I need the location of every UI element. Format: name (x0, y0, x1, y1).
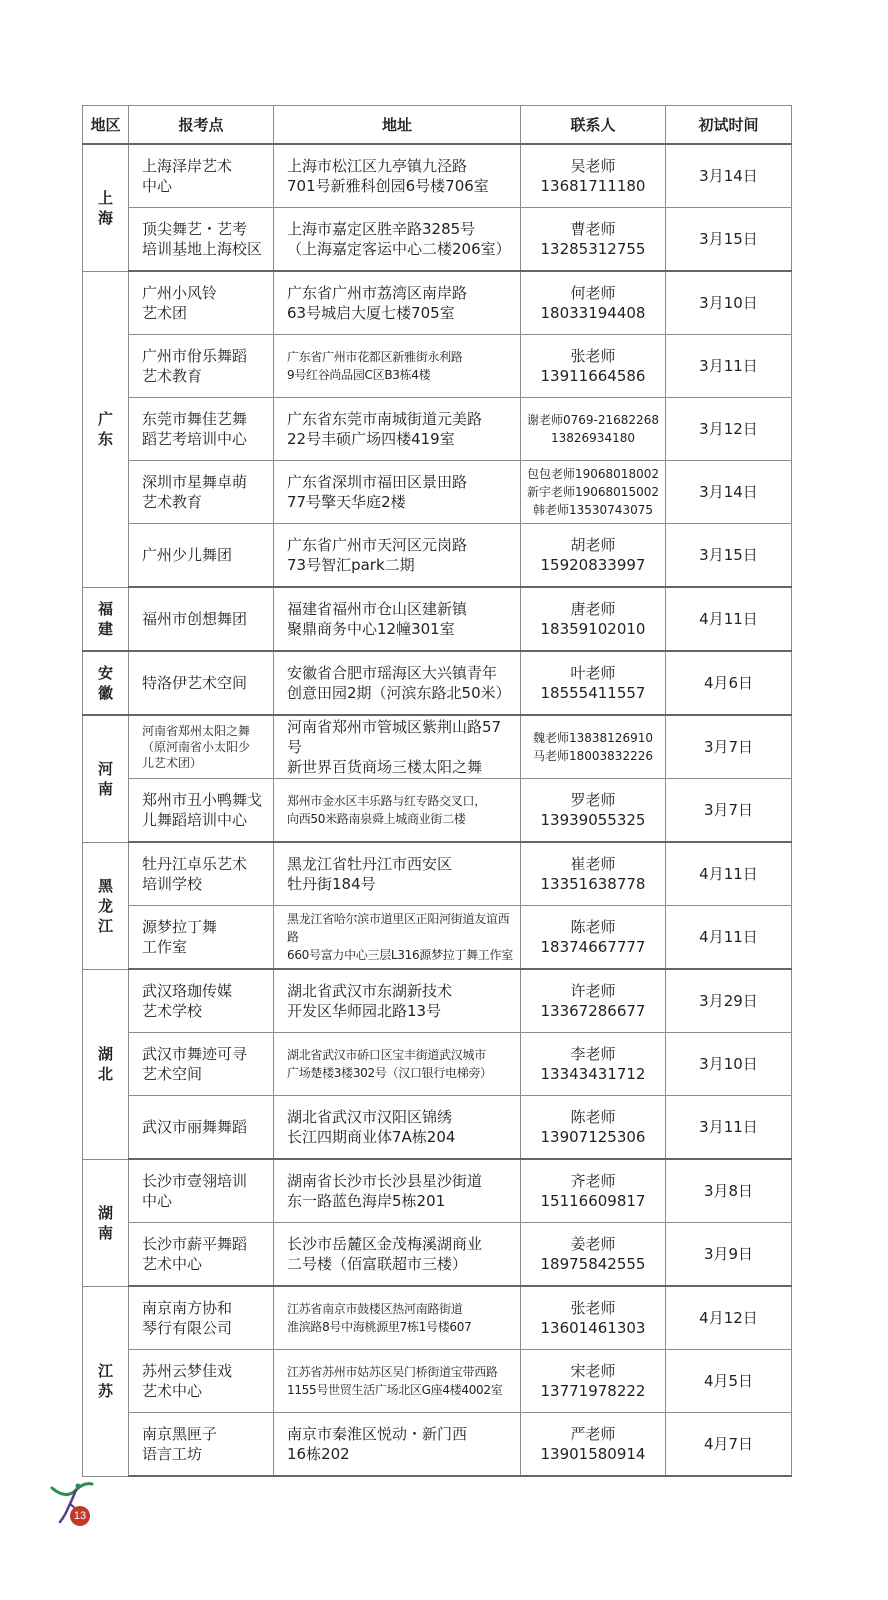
table-row (83, 271, 792, 335)
contact-cell (521, 1223, 666, 1287)
venue-cell (129, 144, 274, 208)
venue-cell (129, 461, 274, 524)
table-row (83, 906, 792, 970)
date-text: 3月10日 (699, 1055, 758, 1073)
region-cell (83, 271, 129, 587)
date-cell (666, 1413, 792, 1477)
date-cell (666, 969, 792, 1033)
venue-text: 顶尖舞艺・艺考 培训基地上海校区 (142, 220, 263, 258)
table-row (83, 1286, 792, 1350)
region-label: 黑龙江 (97, 876, 113, 935)
venue-text: 郑州市丑小鸭舞戈 儿舞蹈培训中心 (142, 791, 263, 829)
contact-cell (521, 208, 666, 272)
address-cell (274, 969, 521, 1033)
address-cell (274, 1159, 521, 1223)
date-cell (666, 1033, 792, 1096)
address-text: 江苏省苏州市姑苏区吴门桥街道宝带西路 1155号世贸生活广场北区G座4楼4002室 (287, 1365, 503, 1397)
address-cell (274, 1033, 521, 1096)
region-label: 河南 (97, 759, 113, 798)
table-row (83, 842, 792, 906)
contact-cell (521, 461, 666, 524)
date-cell (666, 271, 792, 335)
venue-cell (129, 1413, 274, 1477)
date-text: 4月11日 (699, 928, 758, 946)
region-cell (83, 1286, 129, 1476)
page-number-badge: 13 (70, 1506, 90, 1526)
table-row (83, 1223, 792, 1287)
venue-cell (129, 715, 274, 779)
table-row (83, 1159, 792, 1223)
contact-cell (521, 969, 666, 1033)
venue-cell (129, 335, 274, 398)
contact-cell (521, 1096, 666, 1160)
venue-cell (129, 842, 274, 906)
table-row (83, 715, 792, 779)
contact-cell (521, 1286, 666, 1350)
address-text: 郑州市金水区丰乐路与红专路交叉口， 向西50米路南泉舜上城商业街二楼 (287, 794, 486, 826)
date-text: 3月7日 (703, 738, 754, 756)
contact-text: 魏老师13838126910 马老师18003832226 (533, 731, 653, 763)
date-text: 4月11日 (699, 865, 758, 883)
contact-text: 姜老师 18975842555 (540, 1235, 646, 1273)
date-cell (666, 842, 792, 906)
date-text: 3月9日 (703, 1245, 754, 1263)
address-cell (274, 398, 521, 461)
header-address: 地址 (274, 106, 521, 145)
date-text: 3月8日 (703, 1182, 754, 1200)
contact-text: 叶老师 18555411557 (540, 664, 646, 702)
address-text: 广东省广州市花都区新雅街永利路 9号红谷尚品园C区B3栋4楼 (287, 350, 463, 382)
date-cell (666, 906, 792, 970)
venue-cell (129, 779, 274, 843)
address-cell (274, 524, 521, 588)
contact-text: 严老师 13901580914 (540, 1425, 646, 1463)
date-text: 4月7日 (703, 1435, 754, 1453)
address-text: 广东省东莞市南城街道元美路 22号丰硕广场四楼419室 (287, 410, 483, 448)
date-cell (666, 1223, 792, 1287)
date-text: 3月7日 (703, 801, 754, 819)
contact-cell (521, 715, 666, 779)
venue-text: 长沙市薪平舞蹈 艺术中心 (142, 1235, 248, 1273)
contact-text: 罗老师 13939055325 (540, 791, 646, 829)
region-cell (83, 842, 129, 969)
table-row (83, 461, 792, 524)
venue-text: 广州少儿舞团 (142, 546, 233, 564)
date-cell (666, 779, 792, 843)
address-cell (274, 1413, 521, 1477)
region-cell (83, 1159, 129, 1286)
date-cell (666, 208, 792, 272)
address-cell (274, 1350, 521, 1413)
region-label: 江苏 (97, 1362, 113, 1400)
address-text: 湖南省长沙市长沙县星沙街道 东一路蓝色海岸5栋201 (287, 1172, 483, 1210)
date-text: 3月14日 (699, 167, 758, 185)
contact-cell (521, 651, 666, 715)
address-cell (274, 144, 521, 208)
contact-text: 陈老师 13907125306 (540, 1108, 646, 1146)
venue-cell (129, 1286, 274, 1350)
region-label: 安徽 (97, 664, 113, 702)
region-cell (83, 651, 129, 715)
date-text: 4月12日 (699, 1309, 758, 1327)
venue-text: 苏州云梦佳戏 艺术中心 (142, 1362, 233, 1400)
address-text: 黑龙江省牡丹江市西安区 牡丹街184号 (287, 855, 453, 893)
region-cell (83, 969, 129, 1159)
table-row (83, 524, 792, 588)
venue-cell (129, 524, 274, 588)
date-text: 3月11日 (699, 1118, 758, 1136)
address-text: 湖北省武汉市东湖新技术 开发区华师园北路13号 (287, 982, 453, 1020)
date-cell (666, 587, 792, 651)
venue-cell (129, 208, 274, 272)
date-cell (666, 1096, 792, 1160)
address-text: 上海市松江区九亭镇九泾路 701号新雅科创园6号楼706室 (287, 157, 489, 195)
table-row (83, 208, 792, 272)
address-text: 湖北省武汉市硚口区宝丰街道武汉城市 广场楚楼3楼302号（汉口银行电梯旁） (287, 1048, 492, 1080)
venue-cell (129, 906, 274, 970)
venue-text: 武汉珞珈传媒 艺术学校 (142, 982, 233, 1020)
address-cell (274, 906, 521, 970)
contact-text: 胡老师 15920833997 (540, 536, 646, 574)
contact-text: 齐老师 15116609817 (540, 1172, 646, 1210)
table-row (83, 779, 792, 843)
address-text: 广东省深圳市福田区景田路 77号擎天华庭2楼 (287, 473, 468, 511)
date-cell (666, 715, 792, 779)
address-cell (274, 651, 521, 715)
contact-cell (521, 524, 666, 588)
table-header-row (83, 106, 792, 145)
address-cell (274, 587, 521, 651)
date-cell (666, 144, 792, 208)
venue-cell (129, 271, 274, 335)
region-label: 湖南 (97, 1203, 113, 1242)
exam-schedule-table (82, 105, 792, 1477)
table-row (83, 335, 792, 398)
contact-text: 曹老师 13285312755 (540, 220, 646, 258)
date-cell (666, 335, 792, 398)
table-row (83, 1413, 792, 1477)
venue-text: 源梦拉丁舞 工作室 (142, 918, 218, 956)
date-text: 3月15日 (699, 546, 758, 564)
address-cell (274, 271, 521, 335)
contact-cell (521, 144, 666, 208)
date-cell (666, 524, 792, 588)
address-cell (274, 208, 521, 272)
address-cell (274, 1286, 521, 1350)
address-text: 广东省广州市荔湾区南岸路 63号城启大厦七楼705室 (287, 284, 468, 322)
contact-text: 崔老师 13351638778 (540, 855, 646, 893)
venue-cell (129, 587, 274, 651)
table-row (83, 398, 792, 461)
table-row (83, 587, 792, 651)
venue-text: 东莞市舞佳艺舞 蹈艺考培训中心 (142, 410, 248, 448)
table-row (83, 1096, 792, 1160)
contact-cell (521, 1350, 666, 1413)
table-row (83, 651, 792, 715)
date-text: 3月15日 (699, 230, 758, 248)
contact-text: 宋老师 13771978222 (540, 1362, 646, 1400)
region-cell (83, 144, 129, 271)
address-text: 南京市秦淮区悦动・新门西 16栋202 (287, 1425, 468, 1463)
region-label: 福建 (97, 599, 113, 638)
contact-text: 唐老师 18359102010 (540, 600, 646, 638)
contact-cell (521, 906, 666, 970)
venue-text: 武汉市舞迹可寻 艺术空间 (142, 1045, 248, 1083)
venue-text: 河南省郑州太阳之舞 （原河南省小太阳少 儿艺术团） (142, 724, 251, 770)
address-cell (274, 335, 521, 398)
address-cell (274, 1096, 521, 1160)
venue-cell (129, 1350, 274, 1413)
address-text: 黑龙江省哈尔滨市道里区正阳河街道友谊西路 660号富力中心三层L316源梦拉丁舞工作室 (287, 912, 513, 962)
venue-cell (129, 651, 274, 715)
header-contact: 联系人 (521, 106, 666, 145)
address-text: 湖北省武汉市汉阳区锦绣 长江四期商业体7A栋204 (287, 1108, 456, 1146)
venue-text: 福州市创想舞团 (142, 610, 248, 628)
address-text: 江苏省南京市鼓楼区热河南路街道 淮滨路8号中海桃源里7栋1号楼607 (287, 1302, 472, 1334)
table-row (83, 1350, 792, 1413)
date-cell (666, 398, 792, 461)
date-text: 4月5日 (703, 1372, 754, 1390)
contact-cell (521, 779, 666, 843)
header-venue: 报考点 (129, 106, 274, 145)
venue-cell (129, 1223, 274, 1287)
region-label: 湖北 (97, 1045, 113, 1083)
region-label: 广东 (97, 410, 113, 448)
header-region: 地区 (83, 106, 129, 145)
address-cell (274, 842, 521, 906)
venue-text: 武汉市丽舞舞蹈 (142, 1118, 248, 1136)
address-text: 长沙市岳麓区金茂梅溪湖商业 二号楼（佰富联超市三楼） (287, 1235, 483, 1273)
date-text: 3月12日 (699, 420, 758, 438)
contact-text: 张老师 13601461303 (540, 1299, 646, 1337)
contact-text: 许老师 13367286677 (540, 982, 646, 1020)
contact-text: 陈老师 18374667777 (540, 918, 646, 956)
address-text: 上海市嘉定区胜辛路3285号 （上海嘉定客运中心二楼206室） (287, 220, 511, 258)
contact-text: 张老师 13911664586 (540, 347, 646, 385)
venue-text: 上海泽岸艺术 中心 (142, 157, 233, 195)
venue-text: 深圳市星舞卓萌 艺术教育 (142, 473, 248, 511)
date-text: 4月6日 (703, 674, 754, 692)
table-row (83, 969, 792, 1033)
venue-cell (129, 969, 274, 1033)
date-cell (666, 1159, 792, 1223)
venue-text: 南京黑匣子 语言工坊 (142, 1425, 218, 1463)
address-text: 安徽省合肥市瑶海区大兴镇青年 创意田园2期（河滨东路北50米） (287, 664, 511, 702)
table-body (83, 144, 792, 1476)
venue-cell (129, 1033, 274, 1096)
date-text: 3月10日 (699, 294, 758, 312)
contact-cell (521, 398, 666, 461)
contact-text: 包包老师19068018002 新宇老师19068015002 韩老师13530743075 (527, 467, 659, 517)
date-cell (666, 1350, 792, 1413)
region-cell (83, 587, 129, 651)
address-text: 河南省郑州市管城区紫荆山路57号 新世界百货商场三楼太阳之舞 (287, 718, 502, 776)
contact-cell (521, 1159, 666, 1223)
venue-cell (129, 1096, 274, 1160)
venue-text: 南京南方协和 琴行有限公司 (142, 1299, 233, 1337)
contact-text: 谢老师0769-21682268 13826934180 (527, 413, 659, 445)
table-row (83, 144, 792, 208)
venue-text: 牡丹江卓乐艺术 培训学校 (142, 855, 248, 893)
date-cell (666, 461, 792, 524)
venue-text: 长沙市壹翎培训 中心 (142, 1172, 248, 1210)
contact-cell (521, 587, 666, 651)
venue-cell (129, 398, 274, 461)
contact-text: 何老师 18033194408 (540, 284, 646, 322)
address-text: 福建省福州市仓山区建新镇 聚鼎商务中心12幢301室 (287, 600, 468, 638)
contact-cell (521, 1033, 666, 1096)
venue-text: 广州市佾乐舞蹈 艺术教育 (142, 347, 248, 385)
date-text: 3月14日 (699, 483, 758, 501)
contact-cell (521, 271, 666, 335)
contact-cell (521, 335, 666, 398)
venue-cell (129, 1159, 274, 1223)
date-text: 4月11日 (699, 610, 758, 628)
date-cell (666, 651, 792, 715)
contact-text: 李老师 13343431712 (540, 1045, 646, 1083)
header-exam-date: 初试时间 (666, 106, 792, 145)
contact-text: 吴老师 13681711180 (540, 157, 646, 195)
region-cell (83, 715, 129, 842)
contact-cell (521, 842, 666, 906)
region-label: 上海 (97, 188, 113, 227)
table-row (83, 1033, 792, 1096)
address-cell (274, 1223, 521, 1287)
address-text: 广东省广州市天河区元岗路 73号智汇park二期 (287, 536, 468, 574)
date-text: 3月29日 (699, 992, 758, 1010)
address-cell (274, 461, 521, 524)
date-cell (666, 1286, 792, 1350)
date-text: 3月11日 (699, 357, 758, 375)
venue-text: 特洛伊艺术空间 (142, 674, 248, 692)
address-cell (274, 779, 521, 843)
contact-cell (521, 1413, 666, 1477)
address-cell (274, 715, 521, 779)
venue-text: 广州小风铃 艺术团 (142, 284, 218, 322)
